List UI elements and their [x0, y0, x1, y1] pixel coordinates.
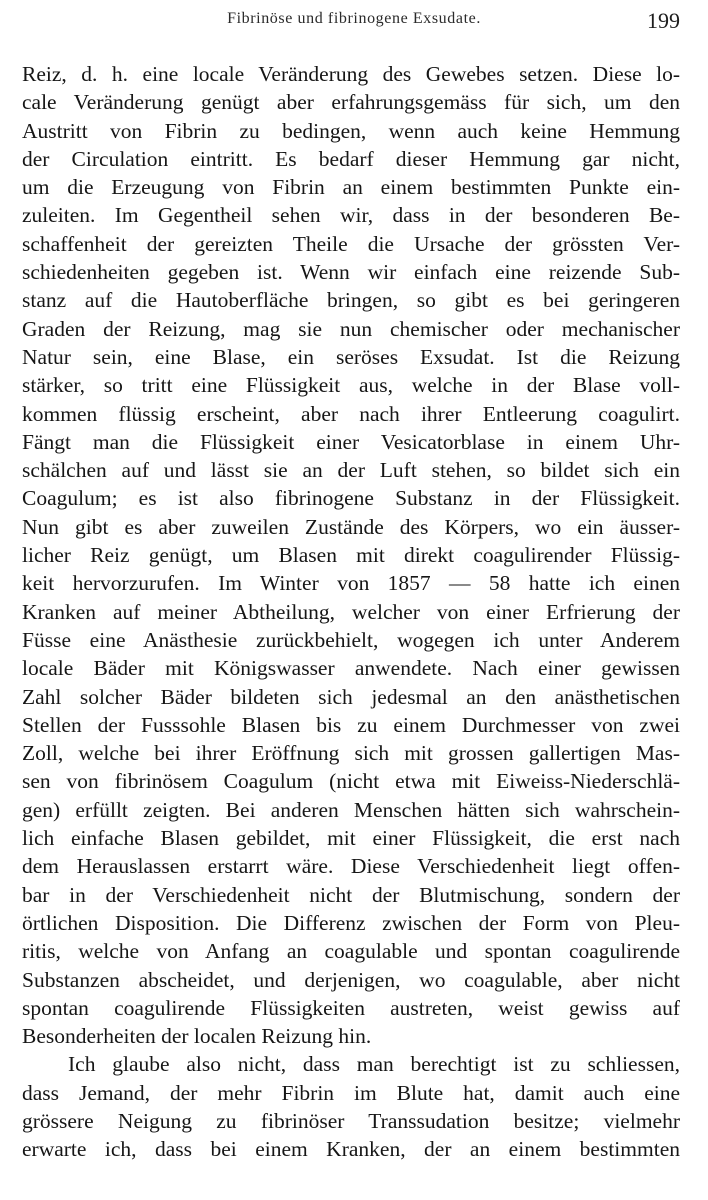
text-line: keit hervorzurufen. Im Winter von 1857 — 58 hatte ich einen	[22, 571, 680, 596]
running-head	[0, 6, 708, 36]
text-line: stärker, so tritt eine Flüssigkeit aus, welche in der Blase voll-	[22, 373, 680, 398]
page-number: 199	[647, 8, 680, 33]
text-line: Coagulum; es ist also fibrinogene Substanz in der Flüssigkeit.	[22, 486, 680, 511]
text-line: Austritt von Fibrin zu bedingen, wenn auch keine Hemmung	[22, 118, 680, 143]
text-line: der Circulation eintritt. Es bedarf dieser Hemmung gar nicht,	[22, 146, 680, 171]
text-line: erwarte ich, dass bei einem Kranken, der an einem bestimmten	[22, 1137, 680, 1162]
text-line: ritis, welche von Anfang an coagulable und spontan coagulirende	[22, 939, 680, 964]
text-line: gen) erfüllt zeigten. Bei anderen Menschen hätten sich wahrschein-	[22, 797, 680, 822]
text-line: Reiz, d. h. eine locale Veränderung des Gewebes setzen. Diese lo-	[22, 62, 680, 86]
text-line: Kranken auf meiner Abtheilung, welcher von einer Erfrierung der	[22, 599, 680, 624]
text-line: um die Erzeugung von Fibrin an einem bestimmten Punkte ein-	[22, 175, 680, 200]
text-line: dem Herauslassen erstarrt wäre. Diese Verschiedenheit liegt offen-	[22, 854, 680, 879]
paragraph-1	[22, 60, 680, 1050]
text-line: schiedenheiten gegeben ist. Wenn wir einfach eine reizende Sub-	[22, 260, 680, 285]
text-line: bar in der Verschiedenheit nicht der Blutmischung, sondern der	[22, 882, 680, 907]
text-line: Graden der Reizung, mag sie nun chemischer oder mechanischer	[22, 316, 680, 341]
text-line: Zahl solcher Bäder bildeten sich jedesmal an den anästhetischen	[22, 684, 680, 709]
text-line: sen von fibrinösem Coagulum (nicht etwa mit Eiweiss-Niederschlä-	[22, 769, 680, 794]
text-line: schaffenheit der gereizten Theile die Ursache der grössten Ver-	[22, 231, 680, 256]
text-line: dass Jemand, der mehr Fibrin im Blute hat, damit auch eine	[22, 1080, 680, 1105]
paragraph-2	[22, 1050, 680, 1163]
text-line: grössere Neigung zu fibrinöser Transsudation besitze; vielmehr	[22, 1108, 680, 1133]
text-line: Stellen der Fusssohle Blasen bis zu einem Durchmesser von zwei	[22, 712, 680, 737]
text-line: Substanzen abscheidet, und derjenigen, wo coagulable, aber nicht	[22, 967, 680, 992]
text-line: örtlichen Disposition. Die Differenz zwischen der Form von Pleu-	[22, 910, 680, 935]
running-title: Fibrinöse und fibrinogene Exsudate.	[227, 10, 481, 27]
text-line: Fängt man die Flüssigkeit einer Vesicatorblase in einem Uhr-	[22, 429, 680, 454]
text-line: Füsse eine Anästhesie zurückbehielt, wogegen ich unter Anderem	[22, 627, 680, 652]
text-line: Besonderheiten der localen Reizung hin.	[22, 1024, 372, 1049]
text-line: lich einfache Blasen gebildet, mit einer Flüssigkeit, die erst nach	[22, 826, 680, 851]
text-line: Natur sein, eine Blase, ein seröses Exsudat. Ist die Reizung	[22, 344, 680, 369]
text-line: stanz auf die Hautoberfläche bringen, so gibt es bei geringeren	[22, 288, 680, 313]
text-line: zuleiten. Im Gegentheil sehen wir, dass in der besonderen Be-	[22, 203, 680, 228]
text-line: Nun gibt es aber zuweilen Zustände des Körpers, wo ein äusser-	[22, 514, 680, 539]
text-line: Ich glaube also nicht, dass man berechtigt ist zu schliessen,	[68, 1052, 680, 1077]
text-line: spontan coagulirende Flüssigkeiten austreten, weist gewiss auf	[22, 995, 680, 1020]
text-line: licher Reiz genügt, um Blasen mit direkt coagulirender Flüssig-	[22, 543, 680, 568]
text-line: kommen flüssig erscheint, aber nach ihrer Entleerung coagulirt.	[22, 401, 680, 426]
text-line: cale Veränderung genügt aber erfahrungsgemäss für sich, um den	[22, 90, 680, 115]
text-line: locale Bäder mit Königswasser anwendete. Nach einer gewissen	[22, 656, 680, 681]
text-line: Zoll, welche bei ihrer Eröffnung sich mit grossen gallertigen Mas-	[22, 741, 680, 766]
text-line: schälchen auf und lässt sie an der Luft stehen, so bildet sich ein	[22, 458, 680, 483]
body-text	[22, 60, 680, 1164]
